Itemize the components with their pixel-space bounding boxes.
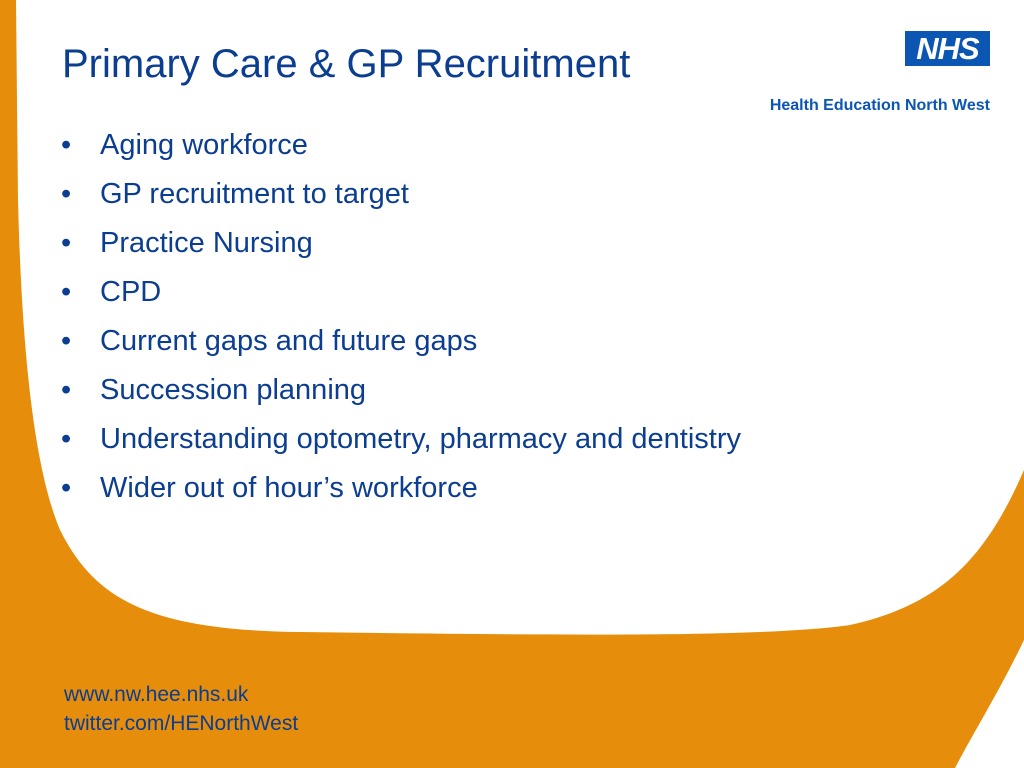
list-item	[58, 268, 741, 317]
bullet-text: GP recruitment to target	[100, 178, 409, 210]
bullet-marker: •	[61, 129, 72, 161]
bullet-marker: •	[61, 325, 72, 357]
slide-title: Primary Care & GP Recruitment	[62, 42, 631, 86]
bullet-text: Wider out of hour’s workforce	[100, 472, 478, 504]
nhs-logo: NHS	[905, 31, 990, 66]
bullet-text: CPD	[100, 276, 162, 308]
organisation-name: Health Education North West	[769, 97, 990, 114]
bullet-marker: •	[61, 178, 72, 210]
bottom-right-swoosh	[955, 640, 1024, 768]
bullet-text: Current gaps and future gaps	[100, 325, 478, 357]
bullet-marker: •	[61, 227, 72, 259]
list-item	[58, 121, 741, 170]
list-item	[58, 366, 741, 415]
bullet-marker: •	[61, 276, 72, 308]
list-item	[58, 415, 741, 464]
bullet-text: Understanding optometry, pharmacy and dentistry	[100, 423, 742, 455]
bullet-marker: •	[61, 423, 72, 455]
list-item	[58, 170, 741, 219]
website-link[interactable]: www.nw.hee.nhs.uk	[64, 683, 249, 706]
bullet-text: Aging workforce	[100, 129, 308, 161]
footer	[64, 680, 298, 738]
list-item	[58, 464, 741, 513]
bullet-list	[58, 121, 741, 513]
bullet-marker: •	[61, 472, 72, 504]
list-item	[58, 317, 741, 366]
twitter-link[interactable]: twitter.com/HENorthWest	[64, 712, 299, 735]
bullet-marker: •	[61, 374, 72, 406]
bullet-text: Succession planning	[100, 374, 367, 406]
list-item	[58, 219, 741, 268]
bullet-text: Practice Nursing	[100, 227, 313, 259]
